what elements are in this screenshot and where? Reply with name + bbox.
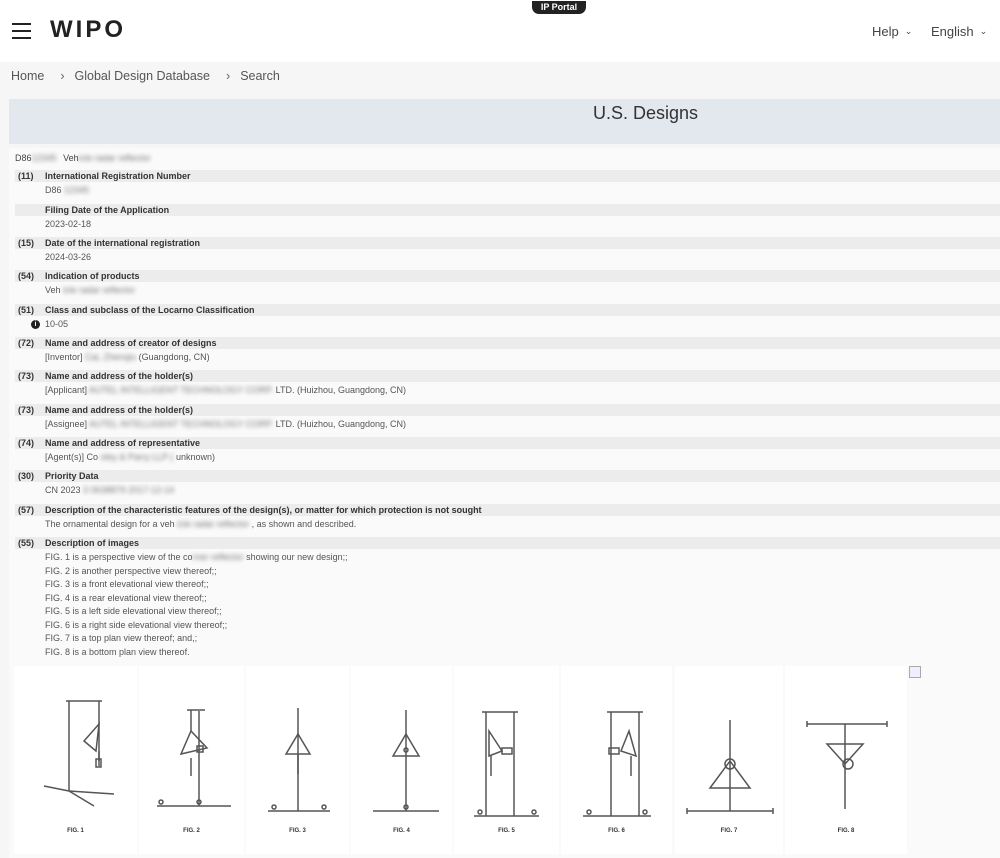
field-header <box>15 370 1000 382</box>
field-header <box>15 337 1000 349</box>
field-value: D86 <box>45 185 62 195</box>
chevron-right-icon: › <box>60 69 65 83</box>
figure-2[interactable] <box>139 666 244 854</box>
field-value-line <box>15 519 1000 529</box>
field-label: Priority Data <box>45 471 99 481</box>
field-header <box>15 170 1000 182</box>
chevron-down-icon: ⌄ <box>979 26 988 36</box>
field-code: (73) <box>18 405 35 415</box>
image-description-line: FIG. 7 is a top plan view thereof; and,; <box>45 633 198 643</box>
chevron-down-icon: ⌄ <box>904 26 913 36</box>
field-label: Name and address of creator of designs <box>45 338 217 348</box>
reflector-drawing <box>675 666 783 854</box>
field-value-line <box>15 285 1000 295</box>
field-label: Name and address of the holder(s) <box>45 405 194 415</box>
image-description-line: FIG. 2 is another perspective view thereof;; <box>45 565 217 576</box>
field-label: Filing Date of the Application <box>45 205 170 215</box>
figure-4[interactable] <box>351 666 452 854</box>
field-value-line <box>15 252 1000 262</box>
field-row <box>15 404 1000 429</box>
wipo-logo[interactable]: WIPO <box>50 16 126 43</box>
breadcrumb-global-design-database[interactable]: Global Design Database <box>74 69 211 83</box>
field-label: International Registration Number <box>45 171 191 181</box>
breadcrumb-search[interactable]: Search <box>240 69 280 83</box>
field-label: Date of the international registration <box>45 238 201 248</box>
hamburger-menu-icon[interactable] <box>12 23 31 39</box>
field-value-redacted: icle radar reflector <box>177 519 250 529</box>
figure-3[interactable] <box>246 666 349 854</box>
image-description-line: FIG. 5 is a left side elevational view thereof;; <box>45 606 222 616</box>
image-description-line: FIG. 6 is a right side elevational view thereof;; <box>45 619 228 630</box>
top-header <box>0 0 1000 62</box>
reflector-drawing <box>14 666 137 854</box>
reflector-drawing <box>246 666 349 854</box>
field-value: [Assignee] <box>45 419 88 429</box>
field-value-redacted: AUTEL INTELLIGENT TECHNOLOGY CORP. <box>89 385 274 395</box>
field-code: (54) <box>18 271 35 281</box>
field-code: (51) <box>18 305 35 315</box>
info-icon[interactable]: i <box>31 320 40 329</box>
field-value: 10-05 <box>45 319 69 329</box>
field-header <box>15 304 1000 316</box>
broken-image-icon[interactable] <box>909 666 921 678</box>
figure-caption: FIG. 5 <box>498 828 515 834</box>
field-header <box>15 237 1000 249</box>
field-label: Indication of products <box>45 271 140 281</box>
field-header <box>15 270 1000 282</box>
field-value-suffix: LTD. (Huizhou, Guangdong, CN) <box>275 385 407 395</box>
reflector-drawing <box>351 666 452 854</box>
reflector-drawing <box>785 666 907 854</box>
figure-6[interactable] <box>561 666 672 854</box>
field-value-redacted: 12345 <box>64 185 90 195</box>
field-code: (11) <box>18 171 34 181</box>
page-title: U.S. Designs <box>593 103 699 123</box>
field-value: [Applicant] <box>45 385 88 395</box>
field-code: (30) <box>18 471 35 481</box>
field-header <box>15 470 1000 482</box>
field-value-suffix: unknown) <box>175 452 215 462</box>
reflector-drawing <box>139 666 244 854</box>
figure-8[interactable] <box>785 666 907 854</box>
field-value: 2023-02-18 <box>45 219 92 229</box>
field-label: Name and address of the holder(s) <box>45 371 194 381</box>
record-detail <box>9 148 1000 858</box>
record-heading: D8612345 Vehicle radar reflector <box>15 153 151 163</box>
field-value: CN 2023 <box>45 485 81 495</box>
field-row <box>15 470 1000 495</box>
field-header <box>15 437 1000 449</box>
field-row <box>15 170 1000 195</box>
field-row <box>15 304 1000 329</box>
figure-caption: FIG. 4 <box>393 828 410 834</box>
figure-5[interactable] <box>454 666 559 854</box>
figure-caption: FIG. 8 <box>837 828 855 834</box>
field-value-redacted: Cai, Zhenqiu <box>85 352 137 362</box>
field-value-line <box>15 485 1000 495</box>
image-description-line: FIG. 3 is a front elevational view thereof;; <box>45 579 209 589</box>
field-value-line <box>15 319 1000 329</box>
field-code: (74) <box>18 438 35 448</box>
title-bar <box>9 99 1000 144</box>
reflector-drawing <box>454 666 559 854</box>
language-menu[interactable]: English ⌄ <box>931 24 988 39</box>
field-label: Name and address of representative <box>45 438 201 448</box>
breadcrumb <box>11 69 286 83</box>
field-value-line <box>15 185 1000 195</box>
field-row <box>15 370 1000 395</box>
field-value-suffix: , as shown and described. <box>251 519 357 529</box>
image-descriptions <box>15 551 1000 659</box>
field-code: (57) <box>18 505 35 515</box>
field-value: 2024-03-26 <box>45 252 92 262</box>
field-value-line <box>15 452 1000 462</box>
field-row <box>15 270 1000 295</box>
figure-caption: FIG. 1 <box>67 828 84 834</box>
field-row <box>15 437 1000 462</box>
field-value-redacted: AUTEL INTELLIGENT TECHNOLOGY CORP. <box>89 419 274 429</box>
field-value-line <box>15 385 1000 395</box>
help-menu[interactable]: Help ⌄ <box>872 24 913 39</box>
field-description-of-images: (55) Description of images FIG. 1 is a perspective view of the corner reflector showing our new design;; FIG. 2 is another perspective view thereof;; FIG. 3 is a front elevational view thereof;; FIG. 4 is a rear elevational view thereof;; FIG. 5 is a left side elevational view thereof;; FIG. 6 is a right side elevational view thereof;; FIG. 7 is a top plan view thereof; and,; FIG. 8 is a bottom plan view thereof. <box>15 537 1000 659</box>
figure-7[interactable] <box>675 666 783 854</box>
field-row <box>15 237 1000 262</box>
field-value-line <box>15 219 1000 229</box>
field-value: [Agent(s)] Co <box>45 452 99 462</box>
image-description-line: FIG. 1 is a perspective view of the corner reflector showing our new design;; <box>45 552 348 562</box>
field-code: (15) <box>18 238 35 248</box>
field-value-line <box>15 419 1000 429</box>
breadcrumb-home[interactable]: Home <box>11 69 45 83</box>
field-code: (72) <box>18 338 35 348</box>
figure-caption: FIG. 6 <box>608 828 625 834</box>
figure-caption: FIG. 3 <box>289 828 306 834</box>
reflector-drawing <box>561 666 672 854</box>
field-value-line <box>15 352 1000 362</box>
field-value-suffix: (Guangdong, CN) <box>138 352 210 362</box>
field-value-redacted: 3 0638879 2017-12-14 <box>83 485 175 495</box>
field-header <box>15 504 1000 516</box>
field-row <box>15 504 1000 529</box>
field-value-redacted: icle radar reflector <box>63 285 136 295</box>
figure-1[interactable] <box>14 666 137 854</box>
field-value: The ornamental design for a veh <box>45 519 175 529</box>
figure-caption: FIG. 7 <box>720 828 738 834</box>
ip-portal-badge[interactable]: IP Portal <box>532 1 586 14</box>
field-value: [Inventor] <box>45 352 83 362</box>
image-description-line: FIG. 4 is a rear elevational view thereof;; <box>45 592 207 603</box>
field-row <box>15 204 1000 229</box>
figure-caption: FIG. 2 <box>183 828 200 834</box>
field-header <box>15 204 1000 216</box>
field-value-redacted: oley & Parry LLP ( <box>100 452 174 462</box>
chevron-right-icon: › <box>226 69 231 83</box>
field-code: (73) <box>18 371 35 381</box>
field-value: Veh <box>45 285 61 295</box>
field-value-suffix: LTD. (Huizhou, Guangdong, CN) <box>275 419 407 429</box>
field-row <box>15 337 1000 362</box>
field-header <box>15 404 1000 416</box>
image-description-line: FIG. 8 is a bottom plan view thereof. <box>45 646 190 657</box>
field-label: Description of the characteristic features of the design(s), or matter for which protection is not sought <box>45 505 482 515</box>
field-label: Class and subclass of the Locarno Classification <box>45 305 255 315</box>
